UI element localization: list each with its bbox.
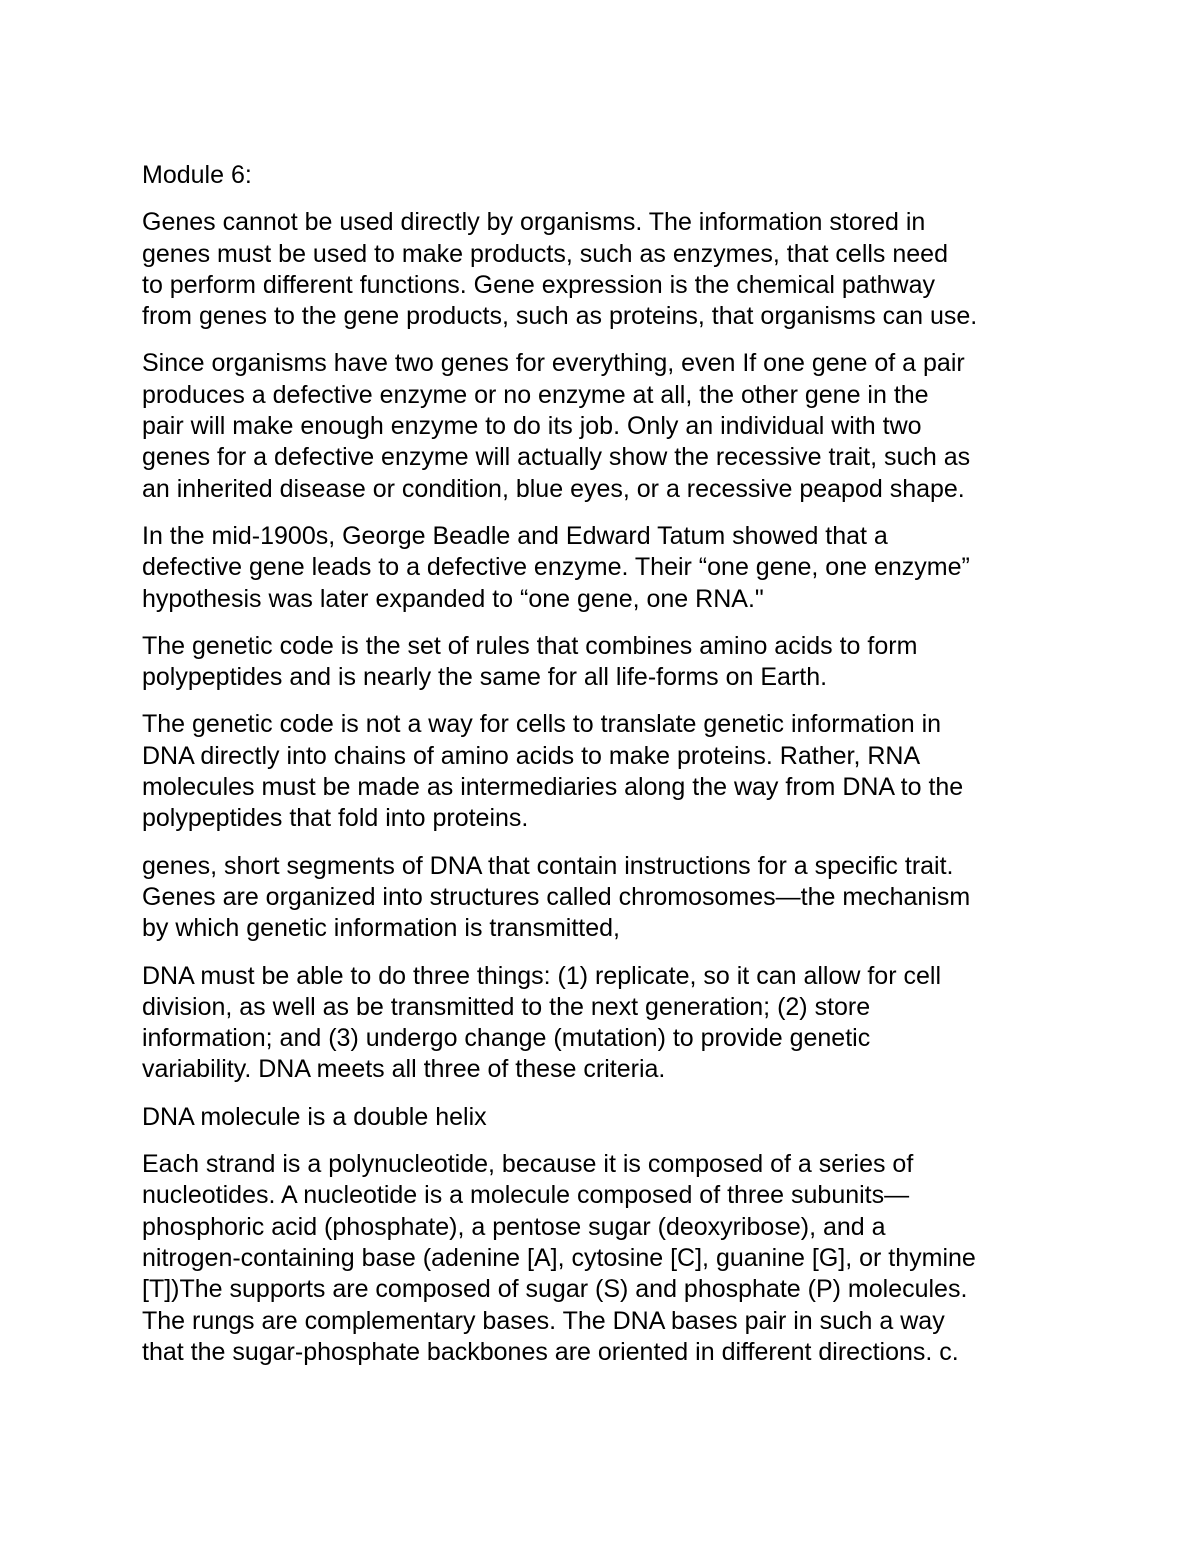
text-line: phosphoric acid (phosphate), a pentose sugar (deoxyribose), and a xyxy=(142,1212,886,1241)
text-line: The genetic code is the set of rules that combines amino acids to form xyxy=(142,631,918,660)
paragraph-1 xyxy=(142,207,1072,332)
text-line: hypothesis was later expanded to “one gene, one RNA." xyxy=(142,584,764,613)
paragraph-3 xyxy=(142,521,1072,615)
text-line: Since organisms have two genes for everything, even If one gene of a pair xyxy=(142,349,965,378)
text-line: Genes cannot be used directly by organisms. The information stored in xyxy=(142,208,926,237)
paragraph-4 xyxy=(142,631,1072,694)
text-line: defective gene leads to a defective enzyme. Their “one gene, one enzyme” xyxy=(142,553,970,582)
text-line: The genetic code is not a way for cells to translate genetic information in xyxy=(142,710,942,739)
text-line: DNA directly into chains of amino acids to make proteins. Rather, RNA xyxy=(142,741,921,770)
text-line: genes, short segments of DNA that contain instructions for a specific trait. xyxy=(142,851,954,880)
text-line: to perform different functions. Gene expression is the chemical pathway xyxy=(142,270,936,299)
text-line: The rungs are complementary bases. The DNA bases pair in such a way xyxy=(142,1306,945,1335)
paragraph-8 xyxy=(142,1102,1072,1133)
text-line: produces a defective enzyme or no enzyme at all, the other gene in the xyxy=(142,380,929,409)
text-line: In the mid-1900s, George Beadle and Edward Tatum showed that a xyxy=(142,521,888,550)
text-line: from genes to the gene products, such as proteins, that organisms can use. xyxy=(142,302,978,331)
text-line: by which genetic information is transmitted, xyxy=(142,914,620,943)
module-heading xyxy=(142,160,1072,191)
text-line: information; and (3) undergo change (mutation) to provide genetic xyxy=(142,1024,871,1053)
text-line: genes must be used to make products, such as enzymes, that cells need xyxy=(142,239,948,268)
text-line: variability. DNA meets all three of these criteria. xyxy=(142,1055,666,1084)
text-line: DNA must be able to do three things: (1) replicate, so it can allow for cell xyxy=(142,961,941,990)
text-line: Each strand is a polynucleotide, because it is composed of a series of xyxy=(142,1150,914,1179)
paragraph-9 xyxy=(142,1149,1072,1368)
text-line: molecules must be made as intermediaries along the way from DNA to the xyxy=(142,773,964,802)
text-line: that the sugar-phosphate backbones are oriented in different directions. c. xyxy=(142,1337,959,1366)
text-line: polypeptides that fold into proteins. xyxy=(142,804,529,833)
paragraph-7 xyxy=(142,961,1072,1086)
text-line: genes for a defective enzyme will actually show the recessive trait, such as xyxy=(142,443,971,472)
paragraph-2 xyxy=(142,348,1072,504)
paragraph-6 xyxy=(142,851,1072,945)
text-line: polypeptides and is nearly the same for all life-forms on Earth. xyxy=(142,663,828,692)
text-line: [T])The supports are composed of sugar (S) and phosphate (P) molecules. xyxy=(142,1275,968,1304)
text-line: Genes are organized into structures called chromosomes—the mechanism xyxy=(142,882,971,911)
paragraph-5 xyxy=(142,709,1072,834)
text-line: DNA molecule is a double helix xyxy=(142,1102,487,1131)
heading-text: Module 6: xyxy=(142,161,252,189)
text-line: pair will make enough enzyme to do its job. Only an individual with two xyxy=(142,412,922,441)
text-line: division, as well as be transmitted to the next generation; (2) store xyxy=(142,992,871,1021)
text-line: nitrogen-containing base (adenine [A], cytosine [C], guanine [G], or thymine xyxy=(142,1243,976,1272)
text-line: an inherited disease or condition, blue eyes, or a recessive peapod shape. xyxy=(142,474,965,503)
document-body xyxy=(142,160,1072,1384)
paragraphs-container xyxy=(142,207,1072,1368)
text-line: nucleotides. A nucleotide is a molecule composed of three subunits— xyxy=(142,1181,910,1210)
